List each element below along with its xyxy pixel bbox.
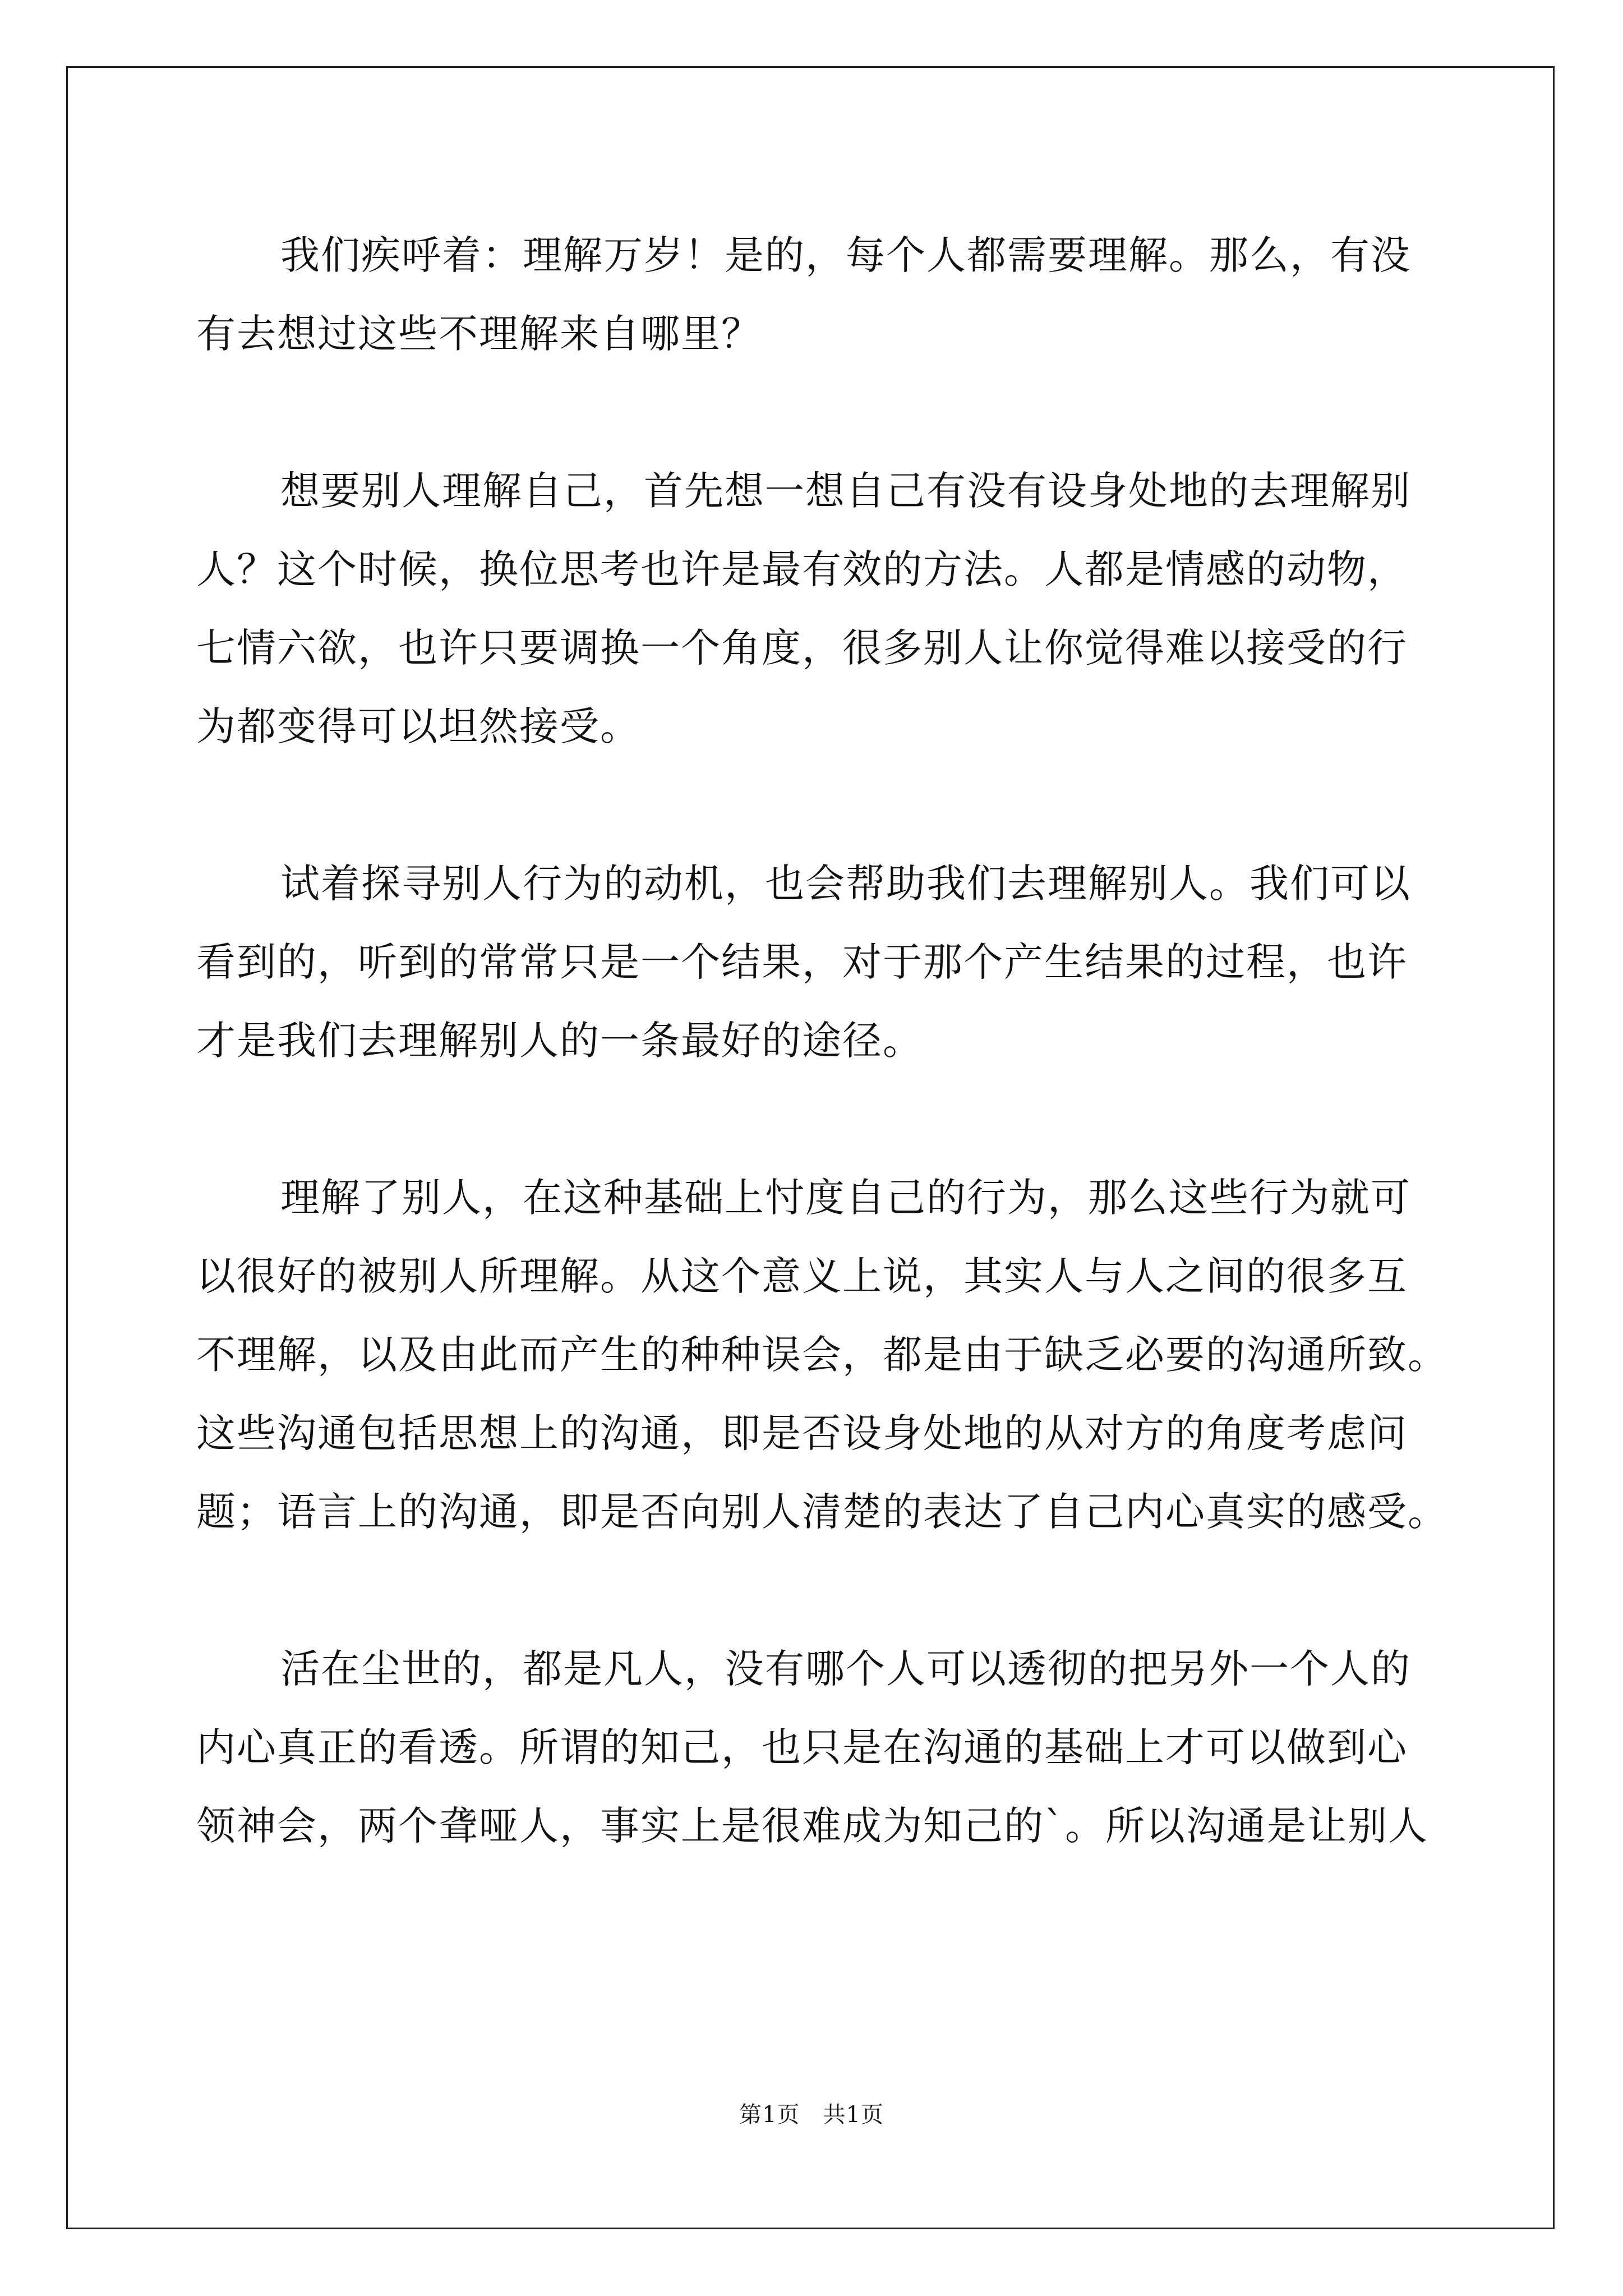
text-line: 这些沟通包括思想上的沟通，即是否设身处地的从对方的角度考虑问	[196, 1410, 1408, 1456]
text-line: 领神会，两个聋哑人，事实上是很难成为知己的`。所以沟通是让别人	[196, 1803, 1428, 1849]
text-line: 试着探寻别人行为的动机，也会帮助我们去理解别人。我们可以	[280, 861, 1411, 907]
paragraph-gap	[196, 1551, 1436, 1630]
text-line: 题；语言上的沟通，即是否向别人清楚的表达了自己内心真实的感受。	[196, 1489, 1448, 1535]
document-body	[196, 216, 1448, 1865]
paragraph-2	[196, 452, 1436, 766]
text-line: 看到的，听到的常常只是一个结果，对于那个产生结果的过程，也许	[196, 939, 1408, 985]
text-line: 以很好的被别人所理解。从这个意义上说，其实人与人之间的很多互	[196, 1253, 1408, 1299]
paragraph-gap	[196, 766, 1436, 844]
text-line: 才是我们去理解别人的一条最好的途径。	[196, 1018, 923, 1064]
text-line: 活在尘世的，都是凡人，没有哪个人可以透彻的把另外一个人的	[280, 1646, 1411, 1692]
paragraph-gap	[196, 373, 1436, 452]
text-line: 七情六欲，也许只要调换一个角度，很多别人让你觉得难以接受的行	[196, 625, 1408, 671]
paragraph-4	[196, 1158, 1448, 1551]
text-line: 有去想过这些不理解来自哪里？	[196, 311, 762, 357]
text-line: 我们疾呼着：理解万岁！是的，每个人都需要理解。那么，有没	[280, 232, 1411, 278]
paragraph-3	[196, 844, 1436, 1080]
text-line: 人？这个时候，换位思考也许是最有效的方法。人都是情感的动物，	[196, 546, 1408, 592]
text-line: 内心真正的看透。所谓的知己，也只是在沟通的基础上才可以做到心	[196, 1724, 1408, 1770]
text-line: 理解了别人，在这种基础上忖度自己的行为，那么这些行为就可	[280, 1175, 1411, 1221]
page-number-footer: 第1页 共1页	[739, 2102, 884, 2128]
paragraph-1	[196, 216, 1436, 373]
text-line: 为都变得可以坦然接受。	[196, 703, 640, 749]
paragraph-5	[196, 1630, 1436, 1865]
paragraph-gap	[196, 1080, 1436, 1158]
text-line: 不理解，以及由此而产生的种种误会，都是由于缺乏必要的沟通所致。	[196, 1332, 1448, 1378]
text-line: 想要别人理解自己，首先想一想自己有没有设身处地的去理解别	[280, 468, 1411, 514]
